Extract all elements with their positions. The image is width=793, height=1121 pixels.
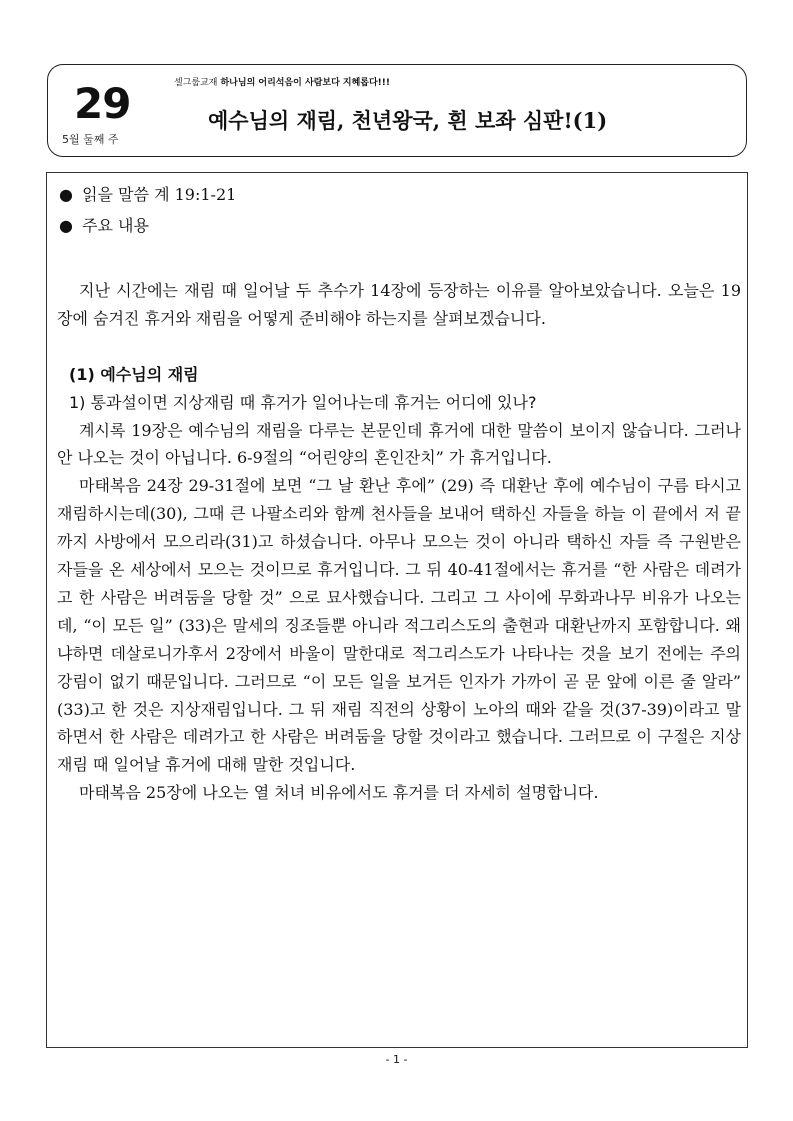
content-box (46, 172, 748, 1048)
series-line (174, 75, 390, 88)
summary-line (59, 213, 149, 236)
bullet-icon: ● (59, 216, 73, 235)
reading-label: 읽을 말씀 (82, 185, 149, 204)
series-prefix: 셀그룹교재 (174, 78, 218, 88)
body-paragraph: 계시록 19장은 예수님의 재림을 다루는 본문인데 휴거에 대한 말씀이 보이지 않습니다. 그러나 안 나오는 것이 아닙니다. 6-9절의 “어린양의 혼인잔치” 가 휴거입니다. (57, 420, 741, 468)
body-paragraph: 마태복음 25장에 나오는 열 처녀 비유에서도 휴거를 더 자세히 설명합니다. (79, 783, 599, 803)
summary-label: 주요 내용 (82, 216, 149, 235)
reading-reference: 계 19:1-21 (154, 185, 237, 204)
lesson-title: 예수님의 재림, 천년왕국, 흰 보좌 심판!(1) (208, 108, 608, 133)
lesson-header (47, 64, 747, 157)
lesson-week: 5월 둘째 주 (62, 133, 119, 146)
page-number: - 1 - (385, 1053, 408, 1066)
bullet-icon: ● (59, 185, 73, 204)
section-title: (1) 예수님의 재림 (69, 364, 199, 384)
series-name: 하나님의 어리석음이 사람보다 지혜롭다!!! (220, 78, 390, 88)
intro-paragraph: 지난 시간에는 재림 때 일어날 두 추수가 14장에 등장하는 이유를 알아보았습니다. 오늘은 19장에 숨겨진 휴거와 재림을 어떻게 준비해야 하는지를 살펴보겠습니다. (57, 281, 741, 328)
lesson-number: 29 (74, 79, 131, 128)
section-question: 1) 통과설이면 지상재림 때 휴거가 일어나는데 휴거는 어디에 있나? (69, 392, 537, 412)
body-text (57, 277, 741, 807)
reading-line (59, 182, 236, 205)
body-paragraph: 마태복음 24장 29-31절에 보면 “그 날 환난 후에” (29) 즉 대환난 후에 예수님이 구름 타시고 재림하시는데(30), 그때 큰 나팔소리와 함께 천사들을 보내어 택하신 자들을 하늘 이 끝에서 저 끝까지 사방에서 모으리라(31)고 하셨습니다. 아무나 모으는 것이 아니라 택하신 자들 즉 구원받은 자들을 온 세상에서 모으는 것이므로 휴거입니다. 그 뒤 40-41절에서는 휴거를 “한 사람은 데려가고 한 사람은 버려둠을 당할 것” 으로 묘사했습니다. 그리고 그 사이에 무화과나무 비유가 나오는데, “이 모든 일” (33)은 말세의 징조들뿐 아니라 적그리스도의 출현과 대환난까지 포함합니다. 왜냐하면 데살로니가후서 2장에서 바울이 말한대로 적그리스도가 나타나는 것을 보기 전에는 주의 강림이 없기 때문입니다. 그러므로 “이 모든 일을 보거든 인자가 가까이 곧 문 앞에 이른 줄 알라” (33)고 한 것은 지상재림입니다. 그 뒤 재림 직전의 상황이 노아의 때와 같을 것(37-39)이라고 말하면서 한 사람은 데려가고 한 사람은 버려둠을 당할 것이라고 했습니다. 그러므로 이 구절은 지상재림 때 일어날 휴거에 대해 말한 것입니다. (57, 476, 741, 775)
